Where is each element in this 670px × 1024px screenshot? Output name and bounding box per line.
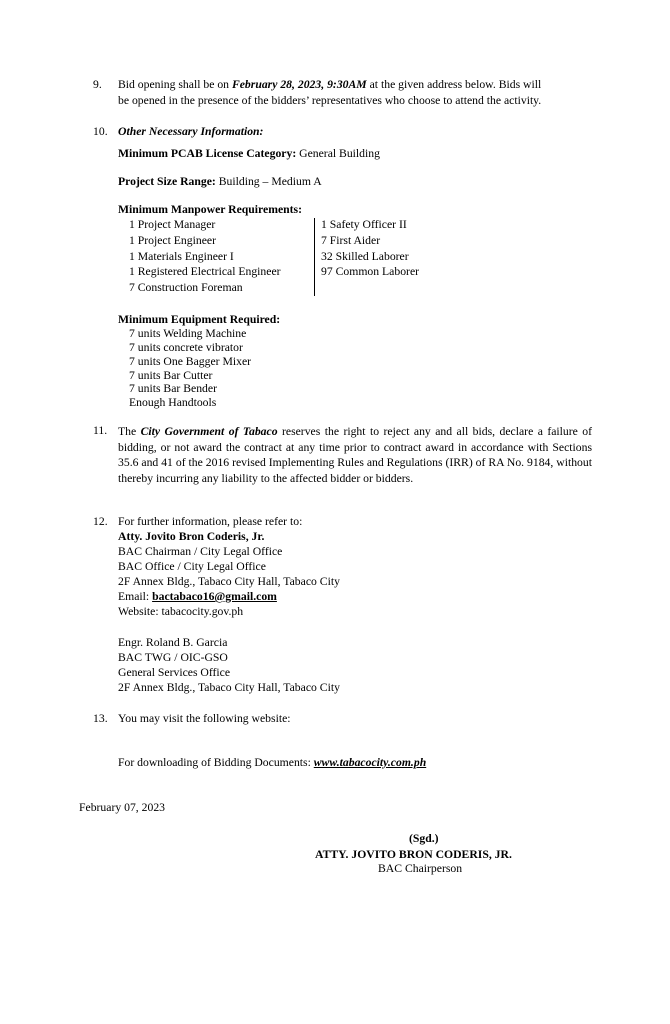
size-label: Project Size Range: xyxy=(118,175,216,188)
item-9-pre: Bid opening shall be on xyxy=(118,78,232,91)
manpower-heading: Minimum Manpower Requirements: xyxy=(118,203,302,216)
item-9-post: at the given address below. Bids will xyxy=(366,78,542,91)
manpower-right-3: 97 Common Laborer xyxy=(321,265,420,278)
equipment-1: 7 units concrete vibrator xyxy=(129,341,243,354)
equipment-2: 7 units One Bagger Mixer xyxy=(129,355,252,368)
pcab-label: Minimum PCAB License Category: xyxy=(118,147,297,160)
contact-1-website: Website: tabacocity.gov.ph xyxy=(118,605,244,618)
contact-2-name: Engr. Roland B. Garcia xyxy=(118,636,228,649)
bid-opening-date: February 28, 2023, 9:30AM xyxy=(231,78,367,91)
item-9-number: 9. xyxy=(93,78,102,91)
project-size xyxy=(118,175,322,188)
sgd-mark: (Sgd.) xyxy=(409,832,439,845)
equipment-5: Enough Handtools xyxy=(129,396,217,409)
manpower-left-4: 7 Construction Foreman xyxy=(129,281,243,294)
equipment-3: 7 units Bar Cutter xyxy=(129,369,213,382)
city-government-name: City Government of Tabaco xyxy=(140,425,278,438)
email-link[interactable]: bactabaco16@gmail.com xyxy=(152,590,277,603)
item-12-intro: For further information, please refer to: xyxy=(118,515,303,528)
equipment-0: 7 units Welding Machine xyxy=(129,327,247,340)
manpower-column-divider xyxy=(314,218,315,296)
manpower-left-2: 1 Materials Engineer I xyxy=(129,250,234,263)
contact-1-line-2: BAC Office / City Legal Office xyxy=(118,560,266,573)
manpower-left-1: 1 Project Engineer xyxy=(129,234,216,247)
signatory-title: BAC Chairperson xyxy=(378,862,463,875)
contact-1-line-1: BAC Chairman / City Legal Office xyxy=(118,545,283,558)
contact-2-line-2: General Services Office xyxy=(118,666,231,679)
contact-1-email xyxy=(118,590,277,603)
item-11-number: 11. xyxy=(93,424,108,437)
manpower-left-0: 1 Project Manager xyxy=(129,218,216,231)
item-9-line-2: be opened in the presence of the bidders’ representatives who choose to attend the activity. xyxy=(118,94,542,107)
download-label: For downloading of Bidding Documents: xyxy=(118,756,314,769)
item-11-post: reserves the right to reject any and all bids, declare a failure of bidding, or not award the contract at any time prior to contract award in accordance with Sections 35.6 and 41 of the 2016 revised Implementing Rules and Regulations (IRR) of RA No. 9184, without thereby incurring any liability to the affected bidder or bidders. xyxy=(118,425,593,485)
size-value: Building – Medium A xyxy=(215,175,322,188)
manpower-right-0: 1 Safety Officer II xyxy=(321,218,407,231)
item-10-number: 10. xyxy=(93,125,108,138)
contact-1-name: Atty. Jovito Bron Coderis, Jr. xyxy=(118,530,265,543)
document-date: February 07, 2023 xyxy=(79,801,166,814)
contact-1-line-3: 2F Annex Bldg., Tabaco City Hall, Tabaco City xyxy=(118,575,340,588)
item-12-number: 12. xyxy=(93,515,108,528)
pcab-category xyxy=(118,147,380,160)
download-line xyxy=(118,756,426,769)
manpower-right-2: 32 Skilled Laborer xyxy=(321,250,409,263)
item-13-number: 13. xyxy=(93,712,108,725)
signatory-name: ATTY. JOVITO BRON CODERIS, JR. xyxy=(315,848,512,861)
contact-2-line-1: BAC TWG / OIC-GSO xyxy=(118,651,228,664)
equipment-4: 7 units Bar Bender xyxy=(129,382,217,395)
contact-2-line-3: 2F Annex Bldg., Tabaco City Hall, Tabaco City xyxy=(118,681,340,694)
item-11-pre: The xyxy=(118,425,141,438)
email-label: Email: xyxy=(118,590,153,603)
manpower-left-3: 1 Registered Electrical Engineer xyxy=(129,265,281,278)
item-9-line-1 xyxy=(118,78,541,91)
pcab-value: General Building xyxy=(296,147,380,160)
equipment-heading: Minimum Equipment Required: xyxy=(118,313,281,326)
item-13-text: You may visit the following website: xyxy=(118,712,291,725)
item-11-paragraph xyxy=(118,424,592,486)
other-info-heading: Other Necessary Information: xyxy=(118,125,264,138)
manpower-right-1: 7 First Aider xyxy=(321,234,381,247)
download-url-link[interactable]: www.tabacocity.com.ph xyxy=(313,756,427,769)
